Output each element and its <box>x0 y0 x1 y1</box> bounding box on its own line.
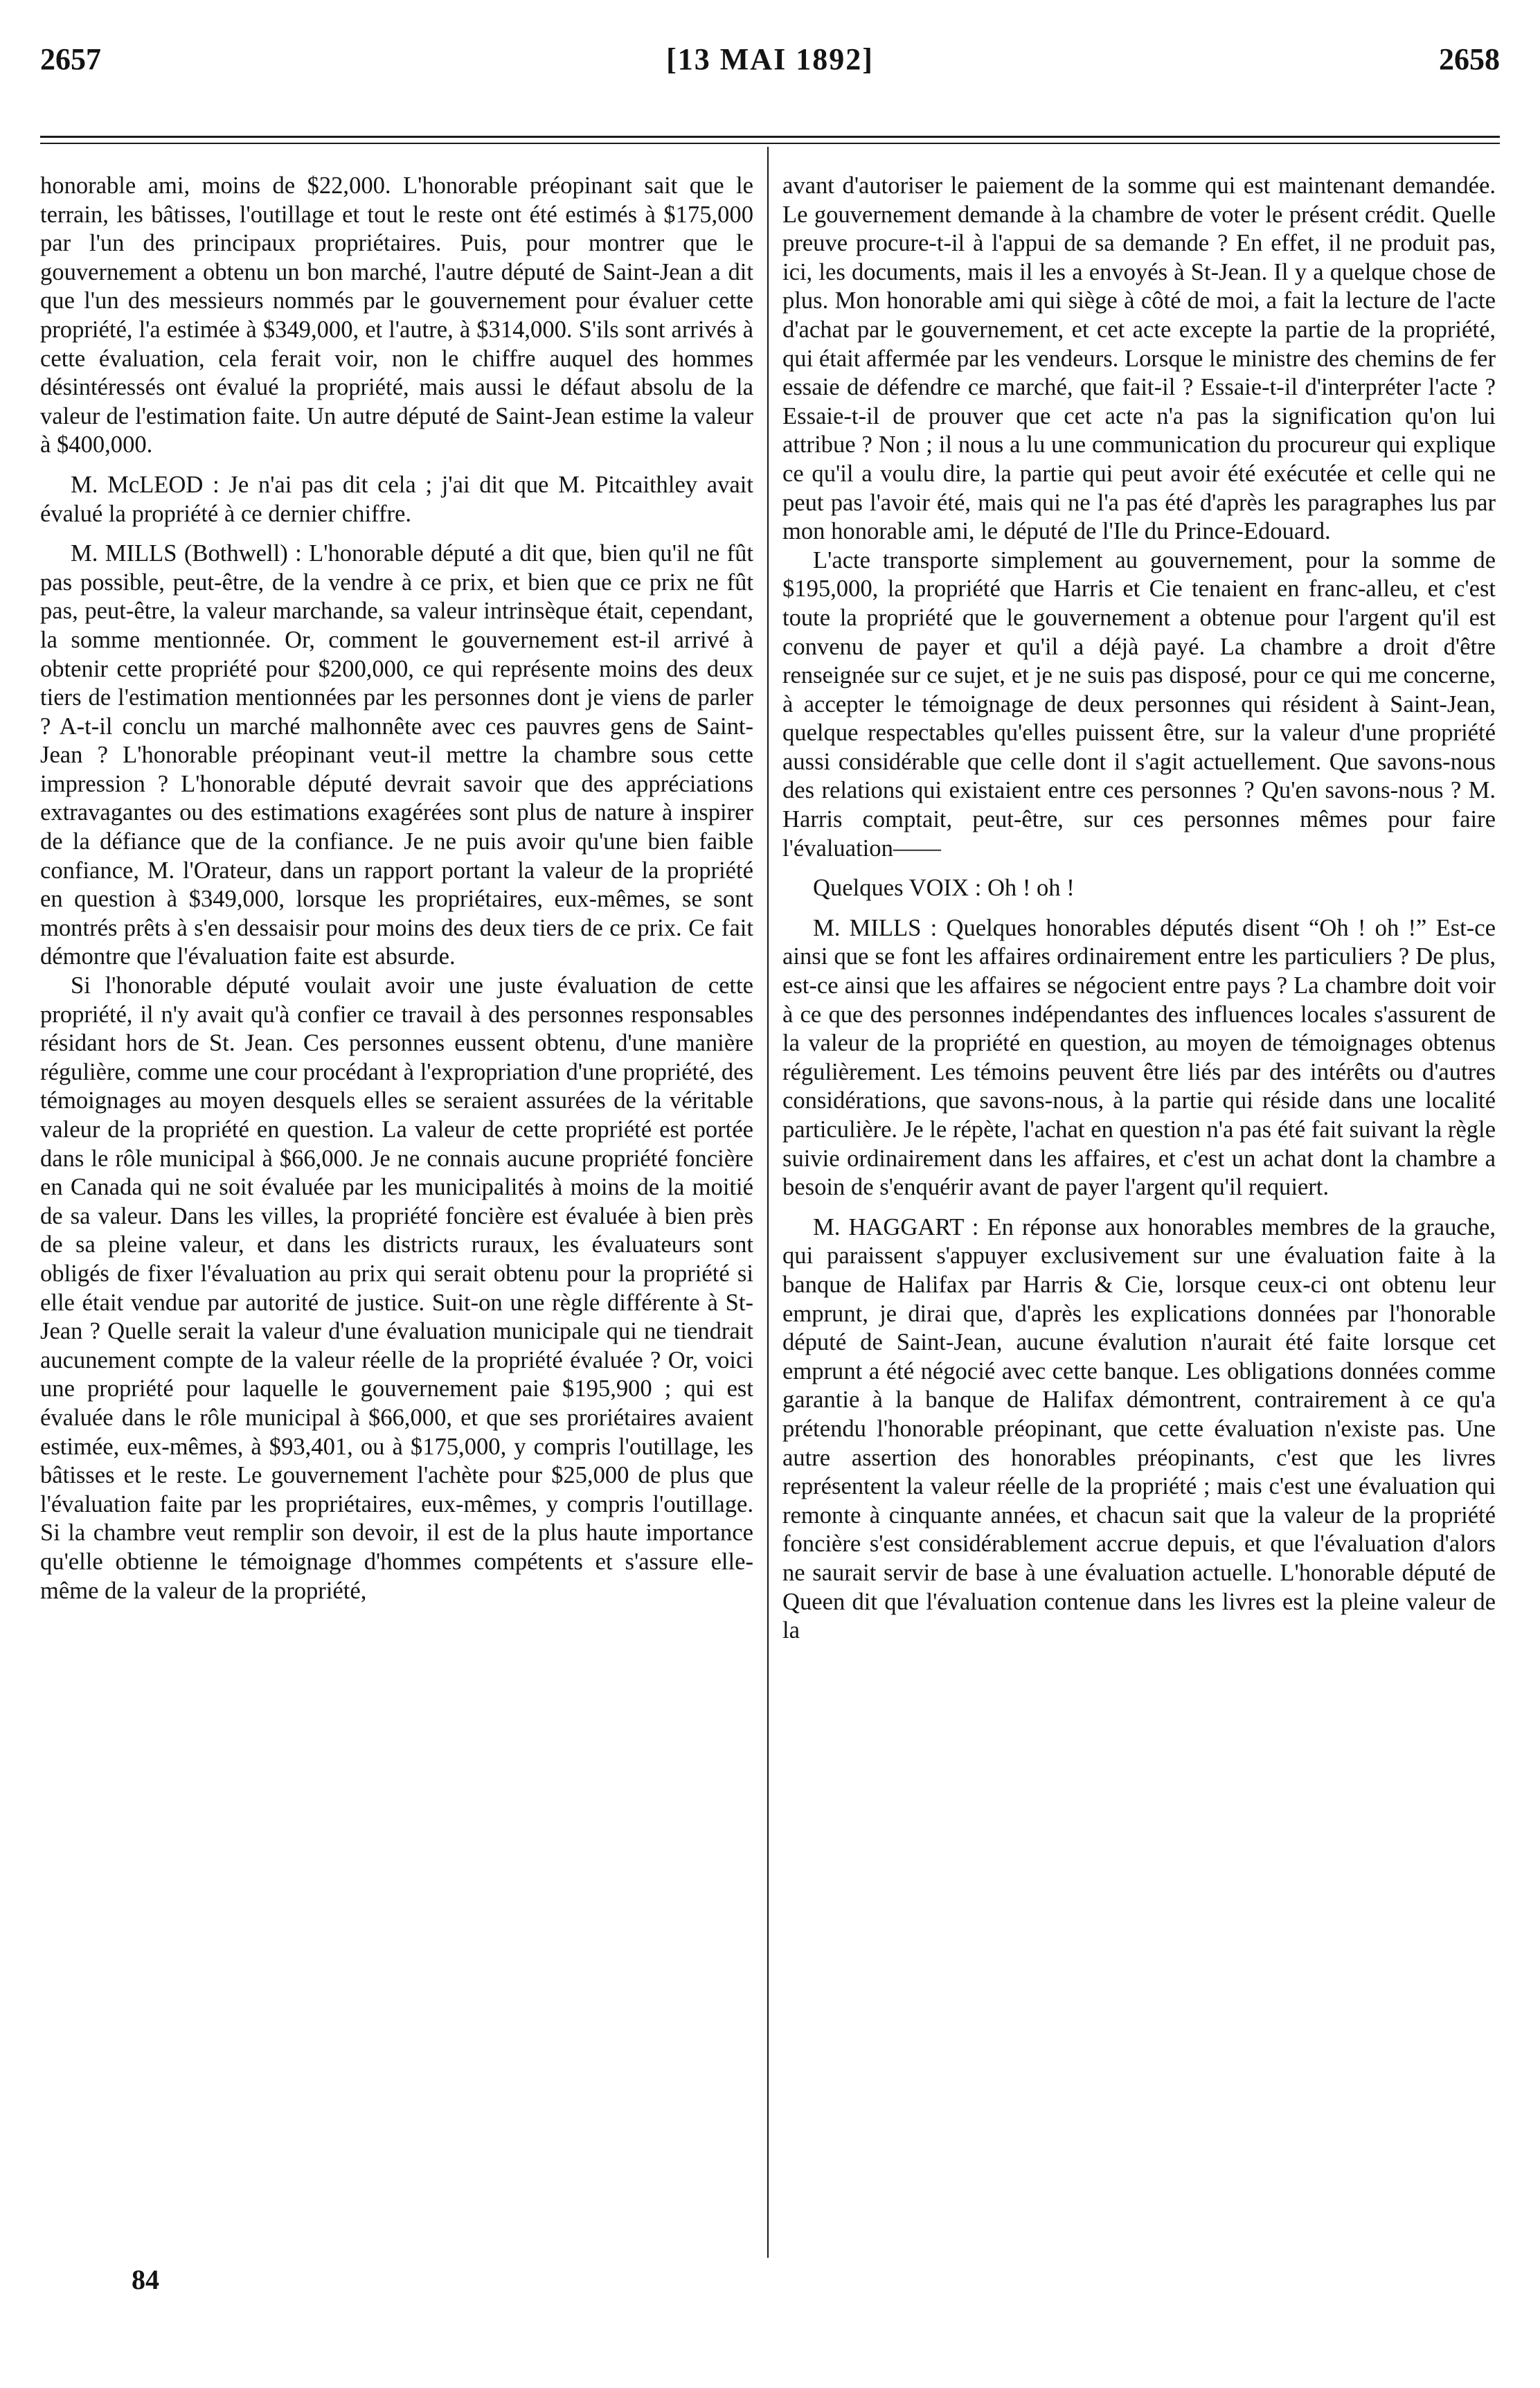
paragraph: Si l'honorable député voulait avoir une juste évaluation de cette propriété, il n'y avait qu'à confier ce travail à des personnes responsables résidant hors de St. Jean. Ces personnes eussent obtenu, d'une manière régulière, comme une cour procédant à l'expropriation d'une propriété, des témoignages au moyen desquels elles se seraient assurées de la véritable valeur de la propriété en question. La valeur de cette propriété est portée dans le rôle municipal à $66,000. Je ne connais aucune propriété foncière en Canada qui ne soit évaluée par les municipalités à moins de la moitié de sa valeur. Dans les villes, la propriété foncière est évaluée à bien près de sa pleine valeur, et dans les districts ruraux, les évaluateurs sont obligés de fixer l'évaluation au prix qui serait obtenu pour la propriété si elle était vendue par autorité de justice. Suit-on une règle différente à St-Jean ? Quelle serait la valeur d'une évaluation municipale qui ne tiendrait aucunement compte de la valeur réelle de la propriété évaluée ? Or, voici une propriété pour laquelle le gouvernement paie $195,900 ; qui est évaluée dans le rôle municipal à $66,000, et que ses proriétaires avaient estimée, eux-mêmes, à $93,401, ou à $175,000, y compris l'outillage, les bâtisses et le reste. Le gouvernement l'achète pour $25,000 de plus que l'évaluation faite par les propriétaires, eux-mêmes, y compris l'outillage. Si la chambre veut remplir son devoir, il est de la plus haute importance qu'elle obtienne le témoignage d'hommes compétents et s'assure elle-même de la valeur de la propriété, <box>40 972 753 1604</box>
signature-folio: 84 <box>132 2264 159 2295</box>
header-rule-thin <box>40 143 1500 144</box>
paragraph: M. HAGGART : En réponse aux honorables membres de la grauche, qui paraissent s'appuyer exclusivement sur une évaluation faite à la banque de Halifax par Harris & Cie, lorsque ceux-ci ont obtenu leur emprunt, je dirai que, d'après les explications données par l'honorable député de Saint-Jean, aucune évalution n'aurait été faite lorsque cet emprunt a été négocié avec cette banque. Les obligations données comme garantie à la banque de Halifax démontrent, contrairement à ce qu'a prétendu l'honorable préopinant, que cette évaluation n'existe pas. Une autre assertion des honorables préopinants, c'est que les livres représentent la valeur réelle de la propriété ; mais c'est une évaluation qui remonte à cinquante années, et chacun sait que la valeur de la propriété foncière s'est considérablement accrue depuis, et que l'évaluation d'alors ne saurait servir de base à une évaluation actuelle. L'honorable député de Queen dit que l'évaluation contenue dans les livres est la pleine valeur de la <box>782 1213 1496 1644</box>
paragraph: M. MILLS : Quelques honorables députés disent “Oh ! oh !” Est-ce ainsi que se font les affaires ordinairement entre les particuliers ? De plus, est-ce ainsi que les affaires se négocient entre pays ? La chambre doit voir à ce que des personnes indépendantes des influences locales s'assurent de la valeur de la propriété en question, au moyen de témoignages obtenus régulièrement. Les témoins peuvent être liés par des intérêts ou d'autres considérations, que savons-nous, à la partie qui réside dans une localité particulière. Je le répète, l'achat en question n'a pas été fait suivant la règle suivie ordinairement dans les affaires, et c'est un achat dont la chambre a besoin de s'enquérir avant de payer l'argent qu'il requiert. <box>782 914 1496 1201</box>
paragraph: avant d'autoriser le paiement de la somme qui est maintenant demandée. Le gouvernement demande à la chambre de voter le présent crédit. Quelle preuve procure-t-il à l'appui de sa demande ? En effet, il ne produit pas, ici, les documents, mais il les a envoyés à St-Jean. Il y a quelque chose de plus. Mon honorable ami qui siège à côté de moi, a fait la lecture de l'acte d'achat par le gouvernement, et cet acte excepte la partie de la propriété, qui était affermée par les vendeurs. Lorsque le ministre des chemins de fer essaie de défendre ce marché, que fait-il ? Essaie-t-il d'interpréter l'acte ? Essaie-t-il de prouver que cet acte n'a pas la signification qu'on lui attribue ? Non ; il nous a lu une communication du procureur qui explique ce qu'il a voulu dire, la partie qui peut avoir été exécutée et celle qui ne peut pas l'avoir été, mais qui ne l'a pas été d'après les paragraphes lus par mon honorable ami, le député de l'Ile du Prince-Edouard. <box>782 172 1496 545</box>
left-column <box>40 172 753 1605</box>
page-number-right: 2658 <box>1439 42 1500 76</box>
paragraph: L'acte transporte simplement au gouvernement, pour la somme de $195,000, la propriété que Harris et Cie tenaient en franc-alleu, et c'est toute la propriété que le gouvernement a obtenue pour l'argent qu'il est convenu de payer et qu'il a déjà payé. La chambre a droit d'être renseignée sur ce sujet, et je ne suis pas disposé, pour ce qui me concerne, à accepter le témoignage de deux personnes qui résident à Saint-Jean, quelque respectables qu'elles puissent être, sur la valeur d'une propriété aussi considérable que celle dont il s'agit actuellement. Que savons-nous des relations qui existaient entre ces personnes ? Qu'en savons-nous ? M. Harris comptait, peut-être, sur ces personnes mêmes pour faire l'évaluation—— <box>782 546 1496 862</box>
paragraph: M. MILLS (Bothwell) : L'honorable député a dit que, bien qu'il ne fût pas possible, peut-être, de la vendre à ce prix, et bien que ce prix ne fût pas, peut-être, la valeur marchande, sa valeur intrinsèque était, cependant, la somme mentionnée. Or, comment le gouvernement est-il arrivé à obtenir cette propriété pour $200,000, ce qui représente moins des deux tiers de l'estimation mentionnées par les personnes dont je viens de parler ? A-t-il conclu un marché malhonnête avec ces pauvres gens de Saint-Jean ? L'honorable préopinant veut-il mettre la chambre sous cette impression ? L'honorable député devrait savoir que des appréciations extravagantes ou des estimations exagérées sont plus de nature à inspirer de la défiance que de la confiance. Je ne puis avoir qu'une bien faible confiance, M. l'Orateur, dans un rapport portant la valeur de la propriété en question à $349,000, lorsque les propriétaires, eux-mêmes, se sont montrés prêts à s'en dessaisir pour moins des deux tiers de ce prix. Ce fait démontre que l'évaluation faite est absurde. <box>40 540 753 970</box>
header-rule-thick <box>40 136 1500 138</box>
paragraph: Quelques VOIX : Oh ! oh ! <box>813 875 1075 902</box>
right-column <box>782 172 1496 1646</box>
paragraph: honorable ami, moins de $22,000. L'honorable préopinant sait que le terrain, les bâtisses, l'outillage et tout le reste ont été estimés à $175,000 par l'un des principaux propriétaires. Puis, pour montrer que le gouvernement a obtenu un bon marché, l'autre député de Saint-Jean a dit que l'un des messieurs nommés par le gouvernement pour évaluer cette propriété, l'a estimée à $349,000, et l'autre, à $314,000. S'ils sont arrivés à cette évaluation, cela ferait voir, non le chiffre auquel des hommes désintéressés ont évalué la propriété, mais aussi le défaut absolu de la valeur de l'estimation faite. Un autre député de Saint-Jean estime la valeur à $400,000. <box>40 172 753 458</box>
page-number-left: 2657 <box>40 42 101 76</box>
running-header <box>40 42 1500 97</box>
column-divider <box>767 147 769 2258</box>
paragraph: M. McLEOD : Je n'ai pas dit cela ; j'ai dit que M. Pitcaithley avait évalué la propriété à ce dernier chiffre. <box>40 471 753 527</box>
header-date: [13 MAI 1892] <box>666 42 874 76</box>
